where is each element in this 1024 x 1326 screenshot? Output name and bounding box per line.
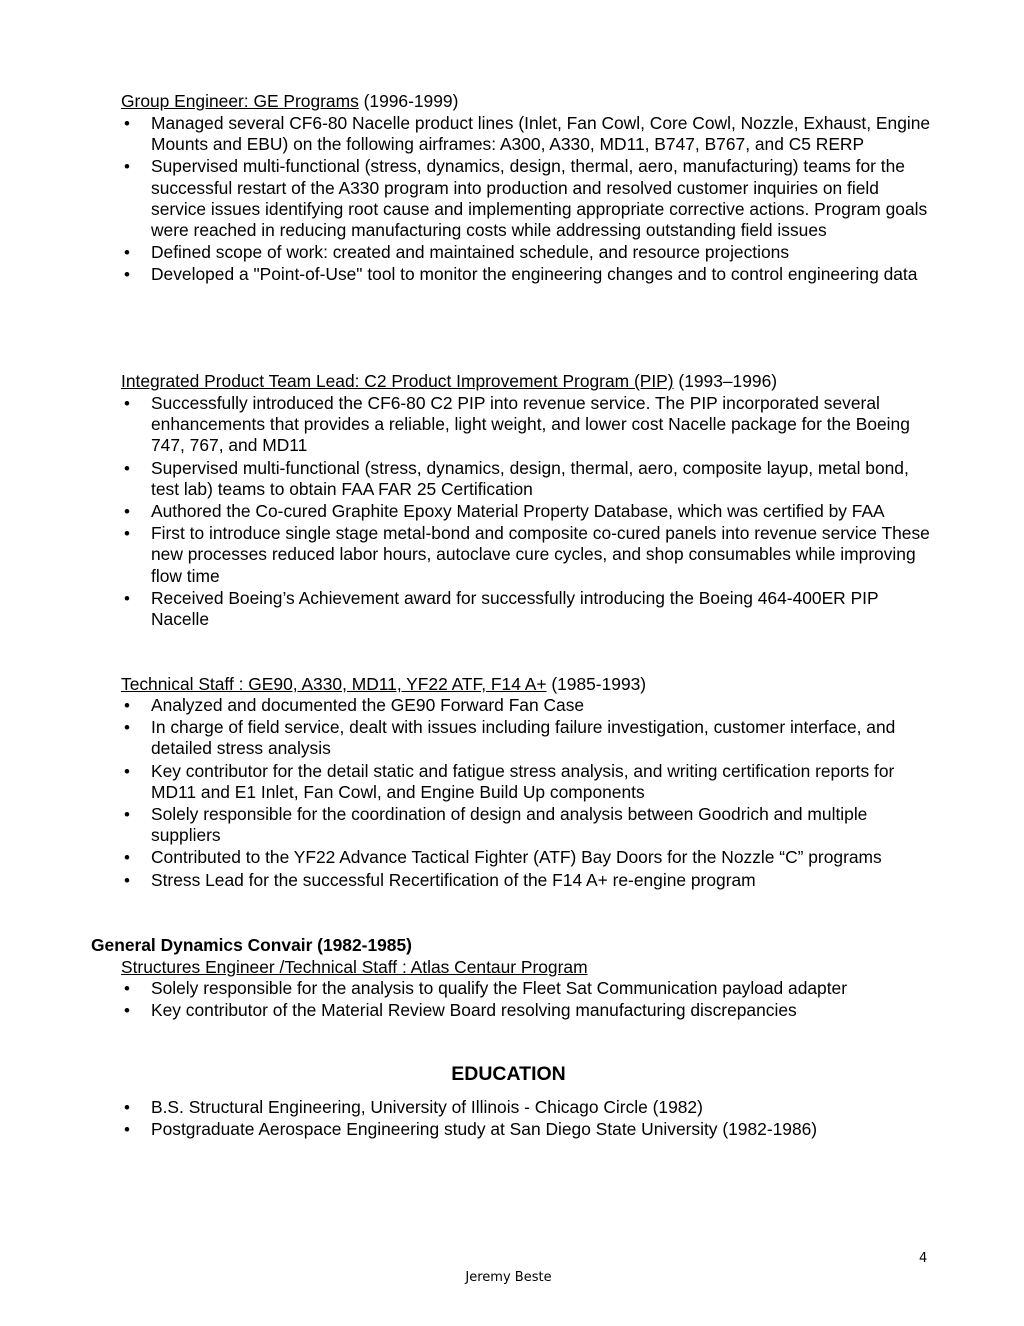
page-number: 4 xyxy=(919,1251,928,1266)
ge-group-bullets xyxy=(0,113,1024,286)
bullet-icon: • xyxy=(124,524,130,544)
tech-staff-heading xyxy=(121,674,646,695)
convair-bullets xyxy=(0,978,1024,1021)
bullet-icon: • xyxy=(124,1120,130,1140)
education-heading: EDUCATION xyxy=(451,1063,566,1085)
ipt-lead-dates: (1993–1996) xyxy=(673,371,778,391)
list-item: • Supervised multi-functional (stress, dynamics, design, thermal, aero, manufacturing) teams for the successful restart of the A330 program into production and resolved customer inquiries on field service issues identifying root cause and implementing appropriate corrective actions. Program goals were reached in reducing manufacturing costs while addressing outstanding field issues xyxy=(124,156,928,241)
bullet-icon: • xyxy=(124,243,130,263)
ge-group-heading xyxy=(121,91,458,112)
tech-staff-title: Technical Staff : GE90, A330, MD11, YF22 ATF, F14 A+ xyxy=(121,674,547,694)
bullet-icon: • xyxy=(124,265,130,285)
list-item: • In charge of field service, dealt with issues including failure investigation, customer interface, and detailed stress analysis xyxy=(124,717,896,759)
list-item: • Authored the Co-cured Graphite Epoxy Material Property Database, which was certified by FAA xyxy=(124,501,885,522)
bullet-icon: • xyxy=(124,848,130,868)
bullet-icon: • xyxy=(124,394,130,413)
list-item: • First to introduce single stage metal-bond and composite co-cured panels into revenue service These new processes reduced labor hours, autoclave cure cycles, and shop consumables while improving flow time xyxy=(124,523,930,586)
list-item: • Key contributor of the Material Review Board resolving manufacturing discrepancies xyxy=(124,1000,797,1021)
ge-group-dates: (1996-1999) xyxy=(358,91,459,111)
bullet-icon: • xyxy=(124,1001,130,1021)
bullet-icon: • xyxy=(124,979,130,998)
ipt-lead-heading xyxy=(121,371,777,392)
list-item: • B.S. Structural Engineering, University of Illinois - Chicago Circle (1982) xyxy=(124,1097,703,1117)
ge-group-title: Group Engineer: GE Programs xyxy=(121,91,359,111)
footer-name: Jeremy Beste xyxy=(465,1270,552,1285)
convair-title: Structures Engineer /Technical Staff : Atlas Centaur Program xyxy=(121,957,588,977)
bullet-icon: • xyxy=(124,718,130,738)
bullet-icon: • xyxy=(124,502,130,522)
bullet-icon: • xyxy=(124,805,130,825)
list-item: • Stress Lead for the successful Recertification of the F14 A+ re-engine program xyxy=(124,869,756,890)
list-item: • Developed a "Point-of-Use" tool to monitor the engineering changes and to control engineering data xyxy=(124,264,918,285)
convair-heading xyxy=(121,957,588,978)
education-bullets xyxy=(0,1097,1024,1140)
tech-staff-dates: (1985-1993) xyxy=(546,674,647,694)
list-item: • Solely responsible for the analysis to qualify the Fleet Sat Communication payload adapter xyxy=(124,978,848,998)
list-item: • Analyzed and documented the GE90 Forward Fan Case xyxy=(124,695,585,715)
list-item: • Defined scope of work: created and maintained schedule, and resource projections xyxy=(124,242,790,263)
bullet-icon: • xyxy=(124,157,130,177)
bullet-icon: • xyxy=(124,696,130,715)
list-item: • Supervised multi-functional (stress, dynamics, design, thermal, aero, composite layup, metal bond, test lab) teams to obtain FAA FAR 25 Certification xyxy=(124,457,909,499)
company-name: General Dynamics Convair (1982-1985) xyxy=(91,935,412,955)
bullet-icon: • xyxy=(124,761,130,781)
list-item: • Successfully introduced the CF6-80 C2 PIP into revenue service. The PIP incorporated several enhancements that provides a reliable, light weight, and lower cost Nacelle package for the Boeing 747, 767, and MD11 xyxy=(124,393,910,456)
list-item: • Managed several CF6-80 Nacelle product lines (Inlet, Fan Cowl, Core Cowl, Nozzle, Exhaust, Engine Mounts and EBU) on the following airframes: A300, A330, MD11, B747, B767, and C5 RERP xyxy=(124,113,931,155)
bullet-icon: • xyxy=(124,870,130,890)
bullet-icon: • xyxy=(124,114,130,133)
tech-staff-bullets xyxy=(0,695,1024,891)
bullet-icon: • xyxy=(124,458,130,478)
list-item: • Received Boeing’s Achievement award for successfully introducing the Boeing 464-400ER PIP Nacelle xyxy=(124,587,879,630)
bullet-icon: • xyxy=(124,1098,130,1117)
ipt-lead-title: Integrated Product Team Lead: C2 Product Improvement Program (PIP) xyxy=(121,371,674,391)
bullet-icon: • xyxy=(124,588,130,608)
list-item: • Postgraduate Aerospace Engineering study at San Diego State University (1982-1986) xyxy=(124,1119,818,1140)
ipt-lead-bullets xyxy=(0,393,1024,630)
list-item: • Solely responsible for the coordination of design and analysis between Goodrich and multiple suppliers xyxy=(124,804,868,846)
list-item: • Key contributor for the detail static and fatigue stress analysis, and writing certification reports for MD11 and E1 Inlet, Fan Cowl, and Engine Build Up components xyxy=(124,760,895,802)
list-item: • Contributed to the YF22 Advance Tactical Fighter (ATF) Bay Doors for the Nozzle “C” programs xyxy=(124,847,882,868)
